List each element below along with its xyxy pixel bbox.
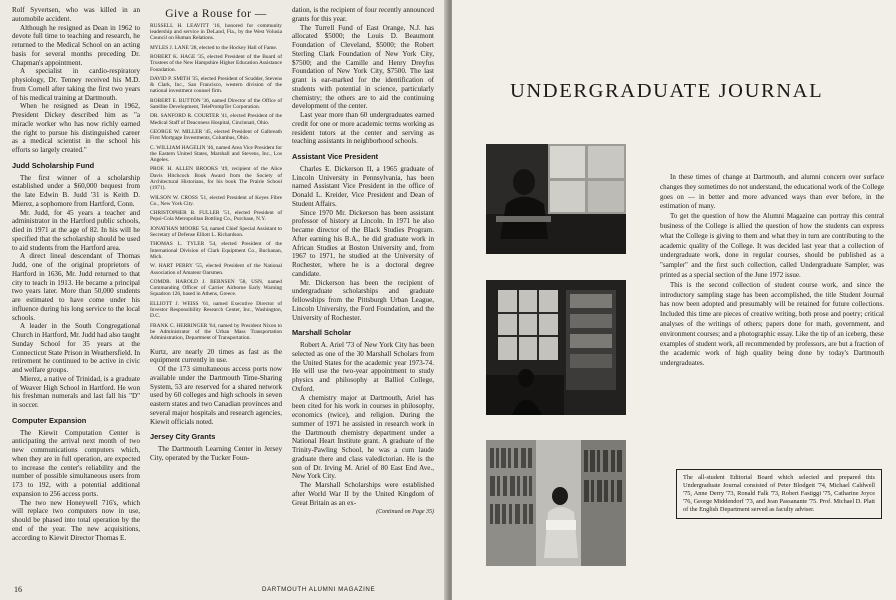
rouse-box xyxy=(150,23,282,342)
photo-library-stacks xyxy=(486,280,626,415)
rouse-item: THOMAS L. TYLER '54, elected President of the International Division of Clark Equipment Co., Buchanan, Mich. xyxy=(150,241,282,260)
paragraph: A specialist in cardio-respiratory physiology, Dr. Tenney received his M.D. from Cornell after taking the first two years of his medical training at Dartmouth. xyxy=(12,67,140,102)
paragraph: Mr. Dickerson has been the recipient of undergraduate scholarships and graduate fellowships from the Pittsburgh Urban League, Lincoln University, the Ford Foundation, and the University of Rochester. xyxy=(292,278,434,322)
heading-judd-scholarship: Judd Scholarship Fund xyxy=(12,160,95,170)
paragraph: A leader in the South Congregational Church in Hartford, Mr. Judd had also taught Sunday School for 35 years at the Connecticut State Prison in Weathersfield. In retirement he continued to be active in civic and welfare groups. xyxy=(12,322,140,374)
paragraph: The first winner of a scholarship established under a $60,000 bequest from the late Edwin B. Judd '31 is Keith D. Mierez, a sophomore from Hartford, Conn. xyxy=(12,173,140,208)
rouse-box-title: Give a Rouse for — xyxy=(165,8,267,20)
paragraph: Mierez, a native of Trinidad, is a graduate of Weaver High School in Hartford. He won his freshman numerals and last fall his "D" in soccer. xyxy=(12,374,140,409)
running-footer: DARTMOUTH ALUMNI MAGAZINE xyxy=(262,586,376,593)
rouse-item: DAVID P. SMITH '35, elected President of Scudder, Stevens & Clark, Inc., San Francisco, western division of the national investment counsel firm. xyxy=(150,75,282,95)
heading-jersey-city-grants: Jersey City Grants xyxy=(150,432,216,442)
paragraph: Since 1970 Mr. Dickerson has been assistant professor of history at Lincoln. In 1971 he also became director of the Black Studies Program. After earning his B.A., he did graduate work in African Studies at Boston University and, from 1967 to 1971, he studied at the University of Rochester, where he is a doctoral degree candidate. xyxy=(292,208,434,278)
paragraph: Although he resigned as Dean in 1962 to devote full time to teaching and research, he returned to the Medical School on an acting basis for several months preceding Dr. Chapman's appointment. xyxy=(12,23,140,67)
paragraph: A chemistry major at Dartmouth, Ariel has been cited for his work in courses in philosophy, economics (twice), and religion. During the summer of 1971 he assisted in research work in the Dartmouth chemistry department under a National Heart Institute grant. A graduate of the Trinity-Pawling School, he was a cum laude graduate there and class valedictorian. He is the son of Dr. Irving M. Ariel of 80 East End Ave., New York City. xyxy=(292,393,434,481)
paragraph: This is the second collection of student course work, and since the introductory sampling stage has been accomplished, the title Student Journal has now been adopted and presumably will be retained for future collections. Included this time are pieces of creative writing, both prose and poetry; critical analyses of the writings of others; papers done for math, government, and environment courses; and a photographic essay. Like the tip of an iceberg, these examples of student work, all recommended by professors, are but a fraction of the academic work of high quality being done by today's Dartmouth undergraduates. xyxy=(660,280,884,368)
page-number: 16 xyxy=(14,585,22,594)
paragraph: Robert A. Ariel '73 of New York City has been selected as one of the 30 Marshall Scholars from the United States for the academic year 1973-74. He will use the two-year appointment to study physics and philosophy at Balliol College, Oxford. xyxy=(292,341,434,393)
paragraph: In these times of change at Dartmouth, and alumni concern over surface changes they sometimes do not understand, the educational work of the College goes on — in better and more advanced ways than ever before, in the estimation of many. xyxy=(660,173,884,211)
section-title: UNDERGRADUATE JOURNAL xyxy=(510,79,824,102)
rouse-item: C. WILLIAM HAGELIN '46, named Area Vice President for the Eastern United States, Marshall and Stevens, Inc., Los Angeles. xyxy=(150,144,282,164)
rouse-item: WILSON W. CROSS '51, elected President of Keyes Fibre Co., New York City. xyxy=(150,194,282,207)
rouse-item: PROF. H. ALLEN BROOKS '49, recipient of the Alice Davis Hitchcock Book Award from the Society of Architectural Historians, for his book The Prairie School (1971). xyxy=(150,166,282,192)
photo-student-reading xyxy=(486,440,626,566)
rouse-item: GEORGE W. MILLER '45, elected President of Galbreath First Mortgage Investments, Columbus, Ohio. xyxy=(150,128,282,142)
rouse-item: JONATHAN MOORE '54, named Chief Special Assistant to Secretary of Defense Elliott L. Richardson. xyxy=(150,225,282,239)
paragraph: Charles E. Dickerson II, a 1965 graduate of Lincoln University in Pennsylvania, has been named Assistant Vice President in the office of Donald L. Kreider, Vice President and Dean of Student Affairs. xyxy=(292,164,434,208)
paragraph: The Kiewit Computation Center is anticipating the arrival next month of two new communications computers which, when they are in full operation, are expected to increase the center's reliability and the number of possible simultaneous users from 173 to 192, with a potential additional expansion to 256 access ports. xyxy=(12,428,140,498)
paragraph: When he resigned as Dean in 1962, President Dickey described him as "a miracle worker who has now richly earned the right to pursue his distinguished career as a medical scientist in the school his efforts so largely created." xyxy=(12,102,140,154)
photo-student-window-image xyxy=(486,144,626,254)
paragraph: dation, is the recipient of four recently announced grants for this year. xyxy=(292,6,434,23)
paragraph: The Turrell Fund of East Orange, N.J. has allocated $5000; the Louis D. Beaumont Foundation of Cleveland, $5000; the Robert Sterling Clark Foundation of New York City, $7500; and the Camille and Henry Dreyfus Foundation of New York City, $7500. The last grant is ear-marked for the identification of students with potential in science, particularly chemistry; the others are to aid the continuing development of the center. xyxy=(292,23,434,111)
paragraph: The Marshall Scholarships were established after World War II by the United Kingdom of Great Britain as an ex- xyxy=(292,481,434,507)
paragraph: Of the 173 simultaneous access ports now available under the Dartmouth Time-Sharing System, 53 are reserved for a shared network used by 60 colleges and high schools in seven eastern states and two Canadian provinces and several major hospitals and research agencies, Kiewit officials noted. xyxy=(150,365,282,426)
left-column-3 xyxy=(292,6,434,517)
paragraph: To get the question of how the Alumni Magazine can portray this central business of the College is allied the question of how the students can express what the College is giving to them and what they in turn are contributing to the academic quality of the College. It was decided last year that a collection of undergraduate work, done in regular courses, should be published as a "sampler" and the first such collection, called Undergraduate Sampler, was printed as a special section of the June 1972 issue. xyxy=(660,212,884,279)
rouse-item: RUSSELL H. LEAVITT '16, honored for community leadership and service in DeLand, Fla., by the West Volusia Council on Human Relations. xyxy=(150,22,282,42)
rouse-item: W. HART PERRY '55, elected President of the National Association of Amateur Oarsmen. xyxy=(150,263,282,276)
rouse-item: MYLES J. LANE '28, elected to the Hockey Hall of Fame. xyxy=(150,44,278,51)
editorial-board-box: The all-student Editorial Board which selected and prepared this Undergraduate Journal consisted of Peter Blodgett '74, Michael Caldwell '75, Anne Derry '73, Ronald Falk '73, Robert Fastiggi '75, Catharine Joyce '76, George Middendorf '73, and Jean Passanante '75. Prof. Michael D. Platt of the English Department served as faculty adviser. xyxy=(676,469,882,519)
rouse-item: DR. SANFORD R. COURTER '41, elected President of the Medical Staff of Deaconess Hospital, Cincinnati, Ohio. xyxy=(150,113,282,126)
photo-student-reading-image xyxy=(486,440,626,566)
paragraph: Last year more than 60 undergraduates earned credit for one or more academic terms working as resident tutors at the center and serving as teaching assistants in neighborhood schools. xyxy=(292,111,434,146)
intro-text xyxy=(660,173,884,369)
continued-note: (Continued on Page 35) xyxy=(376,509,434,516)
rouse-item: CHRISTOPHER B. FULLER '51, elected President of Pepsi-Cola Metropolitan Bottling Co., Purchase, N.Y. xyxy=(150,210,282,223)
rouse-item: FRANK C. HERRINGER '64, named by President Nixon to be Administrator of the Urban Mass Transportation Administration, Department of Transportation. xyxy=(150,322,282,342)
heading-marshall-scholar: Marshall Scholar xyxy=(292,328,352,338)
paragraph: Mr. Judd, for 45 years a teacher and administrator in the Hartford public schools, died in 1971 at the age of 82. In his will he specified that the scholarship should be used to aid students from the Hartford area. xyxy=(12,208,140,252)
left-column-2 xyxy=(150,4,282,463)
rouse-item: ROBERT E. BUTTON '36, named Director of the Office of Satellite Development, TelePrompTer Corporation. xyxy=(150,97,282,111)
rouse-item: ROBERT K. HAGE '35, elected President of the Board of Trustees of the New Hampshire Higher Education Assistance Foundation. xyxy=(150,53,282,73)
heading-assistant-vice-president: Assistant Vice President xyxy=(292,152,379,161)
photo-student-window xyxy=(486,144,626,254)
rouse-item: COMDR. HAROLD J. BERNSEN '58, USN, named Commanding Officer of Carrier Airborne Early Warning Squadron 126, based in Athens, Greece. xyxy=(150,278,282,298)
left-column-1 xyxy=(12,6,140,542)
photo-library-stacks-image xyxy=(486,280,626,415)
paragraph: The two new Honeywell 716's, which will replace two computers now in use, should be phased into total operation by the end of the year. The new acquisitions, according to Kiewit Director Thomas E. xyxy=(12,498,140,542)
paragraph: Kurtz, are nearly 20 times as fast as the equipment currently in use. xyxy=(150,347,282,365)
paragraph: The Dartmouth Learning Center in Jersey City, operated by the Tucker Foun- xyxy=(150,445,282,462)
heading-computer-expansion: Computer Expansion xyxy=(12,415,87,425)
rouse-item: ELLIOTT J. WEISS '61, named Executive Director of Investor Responsibility Research Center, Inc., Washington, D.C. xyxy=(150,300,282,320)
paragraph: Rolf Syvertsen, who was killed in an automobile accident. xyxy=(12,6,140,23)
paragraph: A direct lineal descendant of Thomas Judd, one of the original proprietors of Hartford in 1636, Mr. Judd returned to that city to teach in 1913. He became a principal two years later. More than 50,000 students are estimated to have come under his influence during his long service to the local schools. xyxy=(12,252,140,322)
right-page xyxy=(452,0,896,600)
